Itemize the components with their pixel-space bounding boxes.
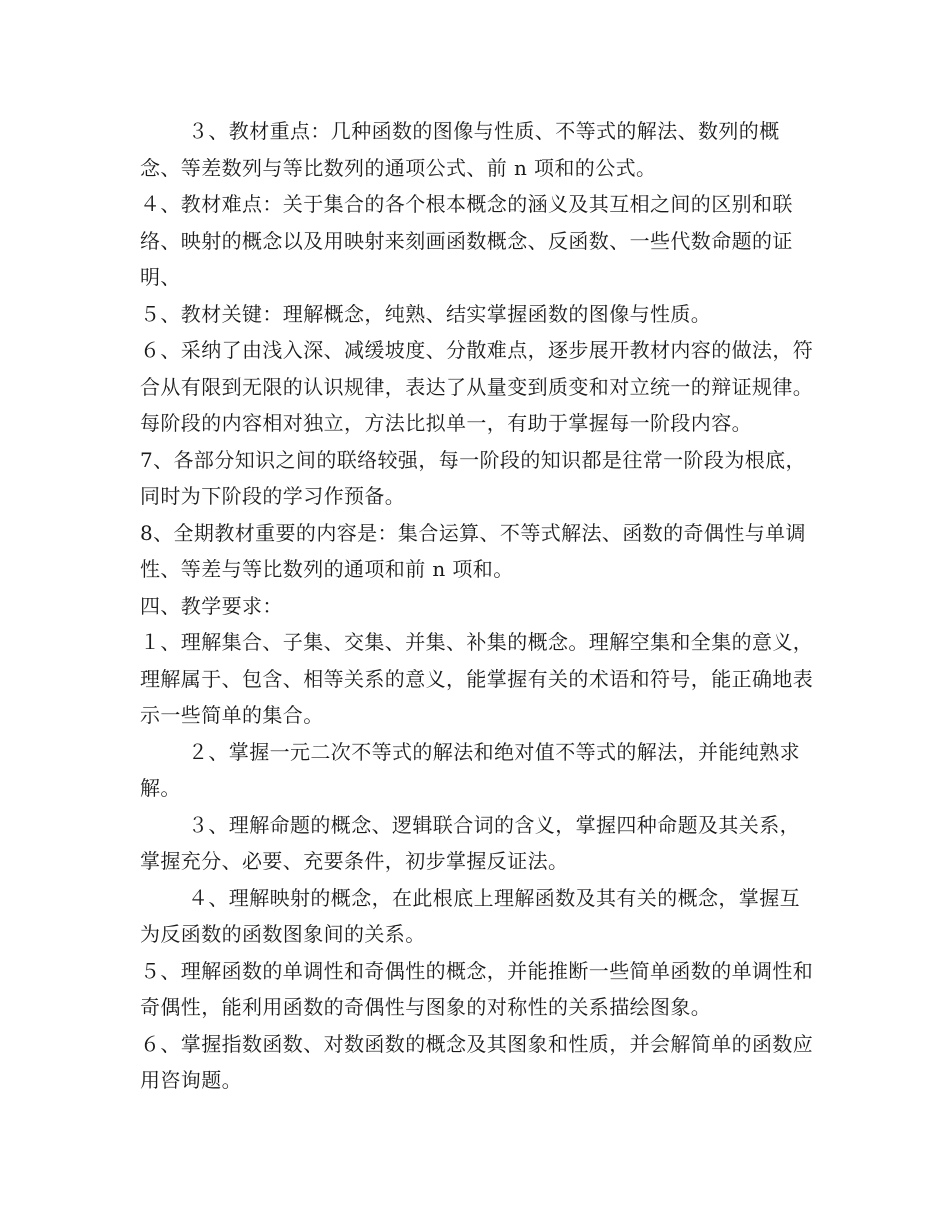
paragraph-important-content: 8、全期教材重要的内容是：集合运算、不等式解法、函数的奇偶性与单调性、等差与等比数列的通项和前 n 项和。 [140, 520, 806, 581]
paragraph-difficult-points: ４、教材难点：关于集合的各个根本概念的涵义及其互相之间的区别和联络、映射的概念以及用映射来刻画函数概念、反函数、一些代数命题的证明、 [140, 192, 793, 289]
requirement-item-sets: １、理解集合、子集、交集、并集、补集的概念。理解空集和全集的意义，理解属于、包含、相等关系的意义，能掌握有关的术语和符号，能正确地表示一些简单的集合。 [140, 630, 814, 727]
document-body [140, 113, 820, 1099]
requirement-item-propositions: ３、理解命题的概念、逻辑联合词的含义，掌握四种命题及其关系，掌握充分、必要、充要条件，初步掌握反证法。 [140, 812, 800, 873]
paragraph-key-to-material: ５、教材关键：理解概念，纯熟、结实掌握函数的图像与性质。 [140, 301, 712, 326]
paragraph-approach: ６、采纳了由浅入深、减缓坡度、分散难点，逐步展开教材内容的做法，符合从有限到无限的认识规律，表达了从量变到质变和对立统一的辩证规律。每阶段的内容相对独立，方法比拟单一，有助于掌握每一阶段内容。 [140, 338, 814, 435]
requirement-item-mappings: ４、理解映射的概念，在此根底上理解函数及其有关的概念，掌握互为反函数的函数图象间的关系。 [140, 885, 800, 946]
paragraph-knowledge-connection: 7、各部分知识之间的联络较强，每一阶段的知识都是往常一阶段为根底，同时为下阶段的学习作预备。 [140, 447, 806, 508]
section-heading-teaching-requirements: 四、教学要求： [140, 593, 283, 618]
requirement-item-monotonicity: ５、理解函数的单调性和奇偶性的概念，并能推断一些简单函数的单调性和奇偶性，能利用函数的奇偶性与图象的对称性的关系描绘图象。 [140, 958, 814, 1019]
paragraph-key-points: ３、教材重点：几种函数的图像与性质、不等式的解法、数列的概念、等差数列与等比数列的通项公式、前 n 项和的公式。 [140, 119, 780, 180]
requirement-item-inequalities: ２、掌握一元二次不等式的解法和绝对值不等式的解法，并能纯熟求解。 [140, 739, 800, 800]
requirement-item-exponential-log: ６、掌握指数函数、对数函数的概念及其图象和性质，并会解简单的函数应用咨询题。 [140, 1031, 814, 1092]
